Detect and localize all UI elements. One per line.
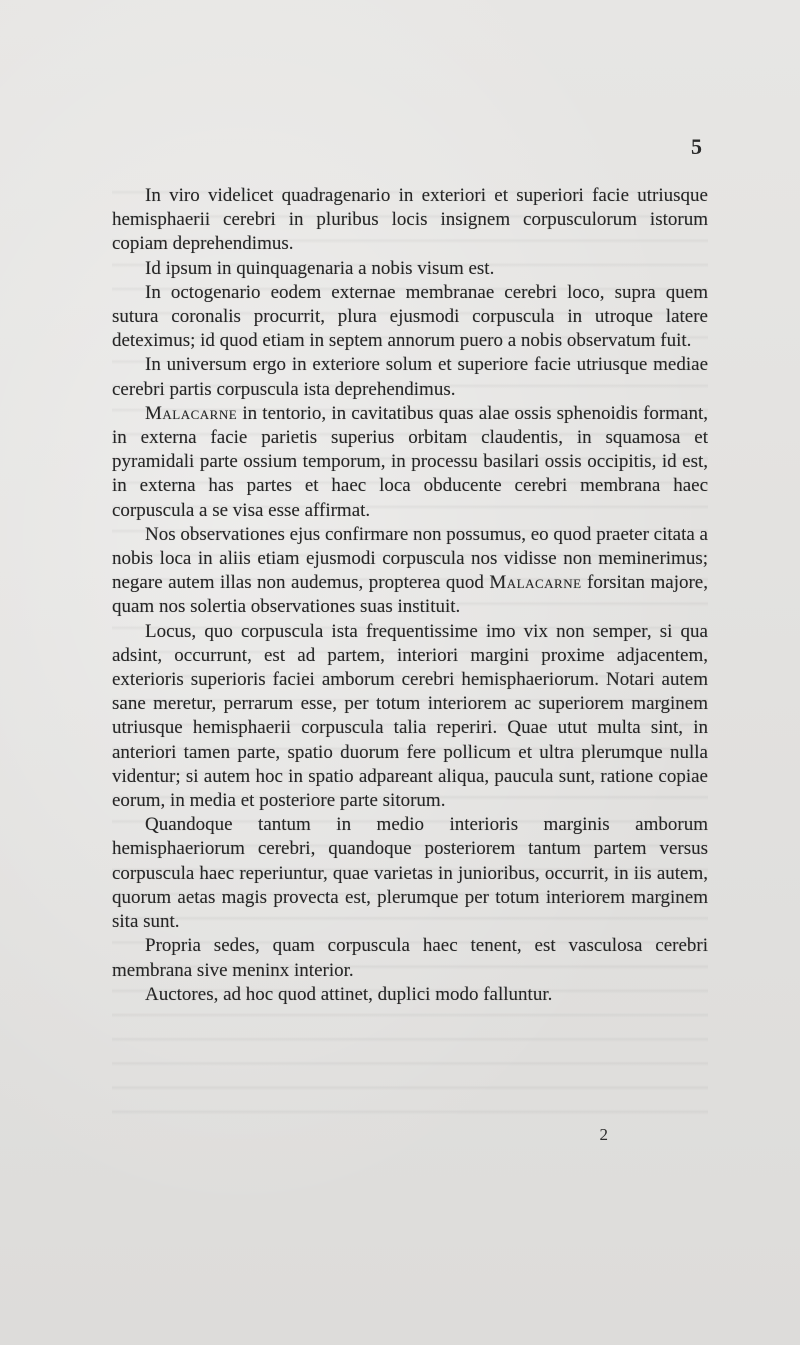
- paragraph: In universum ergo in exteriore solum et superiore facie utriusque mediae cerebri partis corpuscula ista deprehendimus.: [112, 354, 708, 400]
- paragraph: [112, 523, 708, 620]
- paragraph: Quandoque tantum in medio interioris marginis amborum hemisphaeriorum cerebri, quandoque posteriorem tantum partem versus corpuscula haec reperiuntur, quae varietas in junioribus, occurrit, in iis autem, quorum aetas magis provecta est, plerumque per totum interiorem marginem sita sunt.: [112, 814, 708, 933]
- signature-mark: 2: [599, 1125, 608, 1144]
- paragraph: Id ipsum in quinquagenaria a nobis visum est.: [145, 257, 495, 279]
- paragraph: In viro videlicet quadragenario in exteriori et superiori facie utriusque hemisphaerii cerebri in pluribus locis insignem corpusculorum istorum copiam deprehendimus.: [112, 185, 708, 255]
- paragraph-text: in tentorio, in cavitatibus quas alae ossis sphenoidis formant, in externa facie parietis superius orbitam claudentis, in squamosa et pyramidali parte ossium temporum, in processu basilari ossis occipitis, id est, in externa has partes et haec loca obducente cerebri membrana haec corpuscula a se visa esse affirmat.: [112, 402, 708, 521]
- paragraph: In octogenario eodem externae membranae cerebri loco, supra quem sutura coronalis procurrit, plura ejusmodi corpuscula in utroque latere deteximus; id quod etiam in septem annorum puero a nobis observatum fuit.: [112, 281, 708, 352]
- paragraph: [112, 402, 708, 523]
- page-number: 5: [691, 134, 702, 159]
- author-name-smallcaps: Malacarne: [145, 402, 238, 424]
- body-text: [112, 184, 708, 1007]
- paragraph: Propria sedes, quam corpuscula haec tenent, est vasculosa cerebri membrana sive meninx interior.: [112, 935, 708, 981]
- paragraph-text: Nos observationes ejus confirmare non possumus, eo quod praeter citata a nobis loca in aliis etiam ejusmodi corpuscula nos vidisse non meminerimus; negare autem illas non audemus, propterea quod: [112, 523, 708, 594]
- paragraph: Locus, quo corpuscula ista frequentissime imo vix non semper, si qua adsint, occurrunt, est ad partem, interiori margini proxime adjacentem, exterioris superioris faciei amborum cerebri hemisphaeriorum. Notari autem sane meretur, perrarum esse, per totum interiorem ac superiorem marginem utriusque hemisphaerii corpuscula talia reperiri. Quae utut multa sint, in anteriori tamen parte, spatio duorum fere pollicum et ultra plerumque nulla videntur; si autem hoc in spatio adpareant aliqua, paucula sunt, ratione copiae eorum, in media et posteriore parte sitorum.: [112, 620, 708, 812]
- paragraph: Auctores, ad hoc quod attinet, duplici modo falluntur.: [145, 983, 553, 1005]
- paragraph-text: forsitan majore, quam nos solertia observationes suas instituit.: [112, 572, 708, 618]
- author-name-smallcaps: Malacarne: [489, 572, 582, 594]
